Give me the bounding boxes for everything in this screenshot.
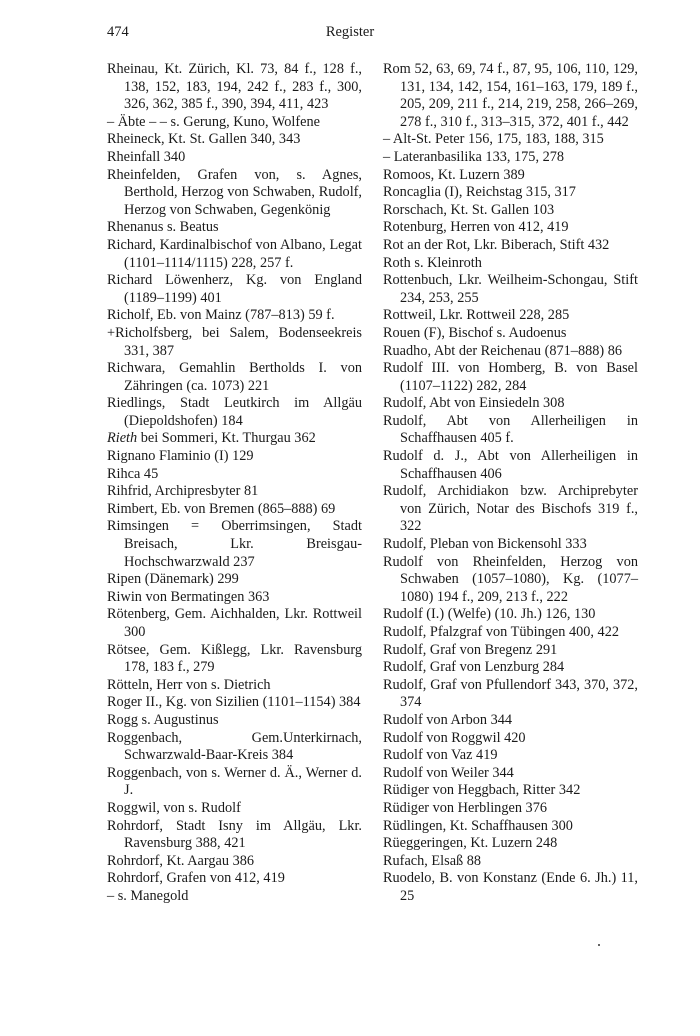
index-entry: Rüdiger von Herblingen 376 <box>383 799 547 816</box>
index-entry: Rottweil, Lkr. Rottweil 228, 285 <box>383 307 570 324</box>
index-entry: Richard, Kardinalbischof von Albano, Legat (1101–1114/1115) 228, 257 f. <box>107 236 362 271</box>
index-entry: Rihfrid, Archipresbyter 81 <box>107 483 259 500</box>
index-entry: Rimbert, Eb. von Bremen (865–888) 69 <box>107 500 336 517</box>
index-entry: Riedlings, Stadt Leutkirch im Allgäu (Diepoldshofen) 184 <box>107 395 362 429</box>
index-entry: Rotenburg, Herren von 412, 419 <box>383 219 569 236</box>
ink-speck <box>598 944 600 946</box>
index-entry: Rudolf, Pleban von Bickensohl 333 <box>383 536 587 553</box>
index-entry: Rohrdorf, Kt. Aargau 386 <box>107 852 255 869</box>
index-entry: Rudolf von Roggwil 420 <box>383 729 526 746</box>
entry-text: bei Sommeri, Kt. Thurgau 362 <box>137 430 316 447</box>
index-entry: Rüdlingen, Kt. Schaffhausen 300 <box>383 817 573 834</box>
index-entry: Roth s. Kleinroth <box>383 254 482 271</box>
index-entry: Rötsee, Gem. Kißlegg, Lkr. Ravensburg 178, 183 f., 279 <box>107 641 362 676</box>
index-entry: Rohrdorf, Grafen von 412, 419 <box>107 870 285 887</box>
index-entry: Rouen (F), Bischof s. Audoenus <box>383 324 567 341</box>
index-entry: Richard Löwenherz, Kg. von England (1189–1199) 401 <box>107 272 362 306</box>
index-entry: Rogg s. Augustinus <box>107 711 219 728</box>
index-entry: Rihca 45 <box>107 465 159 482</box>
index-entry: Rufach, Elsaß 88 <box>383 852 482 869</box>
index-entry: Rötenberg, Gem. Aichhalden, Lkr. Rottweil 300 <box>107 606 362 640</box>
index-entry: Rimsingen = Oberrimsingen, Stadt Breisach, Lkr. Breisgau-Hochschwarzwald 237 <box>107 518 362 570</box>
index-entry: Rudolf, Pfalzgraf von Tübingen 400, 422 <box>383 624 619 640</box>
index-entry: Ruodelo, B. von Konstanz (Ende 6. Jh.) 11, 25 <box>383 870 638 904</box>
index-entry-rieth <box>107 430 362 448</box>
index-entry: Rhenanus s. Beatus <box>107 219 219 236</box>
index-entry: Rudolf von Rheinfelden, Herzog von Schwaben (1057–1080), Kg. (1077–1080) 194 f., 209, 213 f., 222 <box>383 553 638 605</box>
index-entry: Ruadho, Abt der Reichenau (871–888) 86 <box>383 342 623 359</box>
index-entry: Rudolf (I.) (Welfe) (10. Jh.) 126, 130 <box>383 606 596 623</box>
index-entry: Roggenbach, von s. Werner d. Ä., Werner d. J. <box>107 764 362 799</box>
index-entry: Ripen (Dänemark) 299 <box>107 571 239 588</box>
index-entry: Rudolf, Graf von Lenzburg 284 <box>383 659 565 676</box>
index-entry: Roggenbach, Gem.Unterkirnach, Schwarzwald-Baar-Kreis 384 <box>107 729 362 764</box>
index-column-left <box>107 61 362 906</box>
index-entry: Richolf, Eb. von Mainz (787–813) 59 f. <box>107 307 335 324</box>
index-entry: Rheinfall 340 <box>107 148 186 165</box>
index-entry: Rüeggeringen, Kt. Luzern 248 <box>383 835 558 852</box>
page-number: 474 <box>107 24 129 40</box>
index-entry: Rheinau, Kt. Zürich, Kl. 73, 84 f., 128 f., 138, 152, 183, 194, 242 f., 283 f., 300, 326, 362, 385 f., 390, 394, 411, 423 <box>107 61 362 113</box>
index-entry: Rudolf d. J., Abt von Allerheiligen in Schaffhausen 406 <box>383 448 638 482</box>
index-entry: Rötteln, Herr von s. Dietrich <box>107 676 271 693</box>
index-entry: Rohrdorf, Stadt Isny im Allgäu, Lkr. Ravensburg 388, 421 <box>107 817 362 852</box>
index-entry: Rudolf, Graf von Pfullendorf 343, 370, 372, 374 <box>383 676 638 711</box>
index-entry: – Äbte – – s. Gerung, Kuno, Wolfene <box>107 113 321 130</box>
index-column-right <box>383 61 638 906</box>
index-entry: Rüdiger von Heggbach, Ritter 342 <box>383 782 581 799</box>
index-entry: – Lateranbasilika 133, 175, 278 <box>383 148 565 165</box>
index-entry: Roncaglia (I), Reichstag 315, 317 <box>383 184 576 201</box>
index-entry: Rudolf, Graf von Bregenz 291 <box>383 641 558 658</box>
index-entry: Rudolf, Archidiakon bzw. Archiprebyter von Zürich, Notar des Bischofs 319 f., 322 <box>383 483 638 535</box>
index-entry: Rheineck, Kt. St. Gallen 340, 343 <box>107 131 301 148</box>
index-entry: Rudolf von Arbon 344 <box>383 711 513 728</box>
index-entry: Rot an der Rot, Lkr. Biberach, Stift 432 <box>383 236 610 253</box>
index-entry: Rom 52, 63, 69, 74 f., 87, 95, 106, 110, 129, 131, 134, 142, 154, 161–163, 179, 189 f., 205, 209, 211 f., 214, 219, 258, 266–269, 278 f., 310 f., 313–315, 372, 401 f., 442 <box>383 61 638 130</box>
index-entry: Rottenbuch, Lkr. Weilheim-Schongau, Stift 234, 253, 255 <box>383 272 638 306</box>
index-entry: – Alt-St. Peter 156, 175, 183, 188, 315 <box>383 131 604 148</box>
index-entry: – s. Manegold <box>107 887 189 904</box>
running-head: Register <box>325 24 375 40</box>
index-entry: +Richolfsberg, bei Salem, Bodenseekreis 331, 387 <box>107 324 362 359</box>
index-entry: Roger II., Kg. von Sizilien (1101–1154) 384 <box>107 694 361 711</box>
index-entry: Rorschach, Kt. St. Gallen 103 <box>383 201 555 218</box>
index-entry: Riwin von Bermatingen 363 <box>107 588 270 605</box>
index-entry: Rudolf von Vaz 419 <box>383 747 498 764</box>
index-entry: Rudolf, Abt von Einsiedeln 308 <box>383 395 565 412</box>
index-entry: Rignano Flaminio (I) 129 <box>107 448 254 465</box>
italic-place-name: Rieth <box>107 430 138 447</box>
index-entry: Romoos, Kt. Luzern 389 <box>383 166 525 183</box>
index-entry: Rudolf, Abt von Allerheiligen in Schaffhausen 405 f. <box>383 412 638 447</box>
index-entry: Richwara, Gemahlin Bertholds I. von Zähringen (ca. 1073) 221 <box>107 360 362 394</box>
index-entry: Rheinfelden, Grafen von, s. Agnes, Berthold, Herzog von Schwaben, Rudolf, Herzog von Schwaben, Gegenkönig <box>107 166 362 218</box>
index-entry: Rudolf von Weiler 344 <box>383 764 514 781</box>
index-entry: Roggwil, von s. Rudolf <box>107 799 241 816</box>
index-entry: Rudolf III. von Homberg, B. von Basel (1107–1122) 282, 284 <box>383 360 638 394</box>
